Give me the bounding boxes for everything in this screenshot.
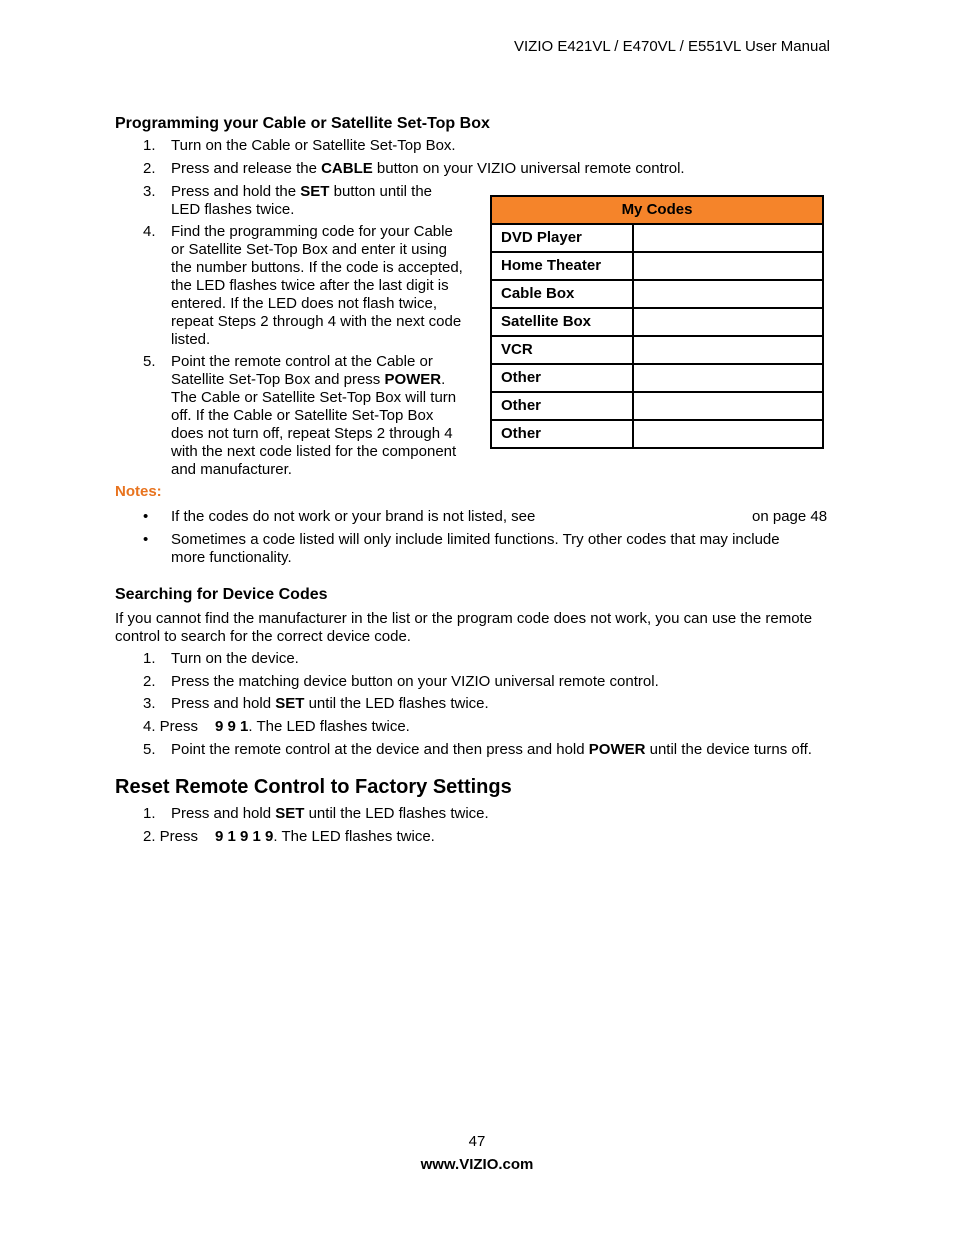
step-number: 3. — [143, 183, 156, 200]
step-text: the LED flashes twice after the last digit is — [171, 277, 449, 294]
footer-url: www.VIZIO.com — [420, 1156, 534, 1173]
section-title-reset: Reset Remote Control to Factory Settings — [115, 776, 512, 798]
code-row-label: DVD Player — [491, 224, 633, 252]
step-number: 1. — [143, 137, 156, 154]
step-number: 4. Press — [143, 718, 199, 735]
note-text: more functionality. — [171, 549, 292, 566]
step-number: 2. — [143, 673, 156, 690]
code-entry-cell — [633, 252, 823, 280]
page-number: 47 — [468, 1133, 486, 1150]
step-text: Press and hold SET until the LED flashes twice. — [171, 805, 489, 822]
document-header: VIZIO E421VL / E470VL / E551VL User Manual — [513, 38, 830, 55]
note-text: If the codes do not work or your brand is not listed, see — [171, 508, 536, 525]
code-row-label: Home Theater — [491, 252, 633, 280]
code-entry-cell — [633, 336, 823, 364]
step-text: Point the remote control at the device and then press and hold POWER until the device turns off. — [171, 741, 812, 758]
step-text: Turn on the device. — [171, 650, 299, 667]
code-row-label: VCR — [491, 336, 633, 364]
intro-text: If you cannot find the manufacturer in the list or the program code does not work, you can use the remote — [115, 610, 813, 627]
step-text: LED flashes twice. — [171, 201, 295, 218]
section-title-searching: Searching for Device Codes — [115, 586, 328, 603]
step-text: Point the remote control at the Cable or — [171, 353, 433, 370]
step-number: 2. — [143, 160, 156, 177]
step-number: 4. — [143, 223, 156, 240]
step-text: entered. If the LED does not flash twice, — [171, 295, 437, 312]
step-number: 5. — [143, 353, 156, 370]
code-entry-cell — [633, 364, 823, 392]
code-entry-cell — [633, 280, 823, 308]
step-text: Turn on the Cable or Satellite Set-Top Box. — [171, 137, 456, 154]
step-number: 1. — [143, 805, 156, 822]
code-entry-cell — [633, 224, 823, 252]
code-row-label: Other — [491, 420, 633, 448]
step-number: 5. — [143, 741, 156, 758]
bullet-glyph: • — [143, 531, 149, 548]
step-text: 9 1 9 1 9. The LED flashes twice. — [215, 828, 435, 845]
step-text: does not turn off, repeat Steps 2 through 4 — [171, 425, 453, 442]
step-number: 1. — [143, 650, 156, 667]
code-entry-cell — [633, 308, 823, 336]
my-codes-title: My Codes — [491, 196, 823, 224]
code-row-label: Other — [491, 364, 633, 392]
step-text: or Satellite Set-Top Box and enter it using — [171, 241, 447, 258]
step-text: Press and hold SET until the LED flashes twice. — [171, 695, 489, 712]
step-text: off. If the Cable or Satellite Set-Top Box — [171, 407, 434, 424]
step-number: 3. — [143, 695, 156, 712]
note-page-reference: on page 48 — [752, 508, 828, 525]
bullet-glyph: • — [143, 508, 149, 525]
step-text: Press the matching device button on your VIZIO universal remote control. — [171, 673, 659, 690]
step-number: 2. Press — [143, 828, 199, 845]
code-row-label: Satellite Box — [491, 308, 633, 336]
step-text: Press and release the CABLE button on your VIZIO universal remote control. — [171, 160, 685, 177]
step-text: repeat Steps 2 through 4 with the next code — [171, 313, 462, 330]
notes-label: Notes: — [115, 483, 162, 500]
step-text: and manufacturer. — [171, 461, 292, 478]
step-text: 9 9 1. The LED flashes twice. — [215, 718, 410, 735]
step-text: the number buttons. If the code is accepted, — [171, 259, 463, 276]
note-text: Sometimes a code listed will only include limited functions. Try other codes that may include — [171, 531, 780, 548]
step-text: listed. — [171, 331, 211, 348]
step-text: The Cable or Satellite Set-Top Box will turn — [171, 389, 457, 406]
code-row-label: Cable Box — [491, 280, 633, 308]
code-row-label: Other — [491, 392, 633, 420]
code-entry-cell — [633, 420, 823, 448]
code-entry-cell — [633, 392, 823, 420]
step-text: with the next code listed for the component — [171, 443, 457, 460]
step-text: Satellite Set-Top Box and press POWER. — [171, 371, 446, 388]
step-text: Find the programming code for your Cable — [171, 223, 453, 240]
section-title-programming: Programming your Cable or Satellite Set-Top Box — [115, 115, 490, 132]
my-codes-table — [490, 195, 824, 449]
step-text: Press and hold the SET button until the — [171, 183, 433, 200]
intro-text: control to search for the correct device code. — [115, 628, 411, 645]
